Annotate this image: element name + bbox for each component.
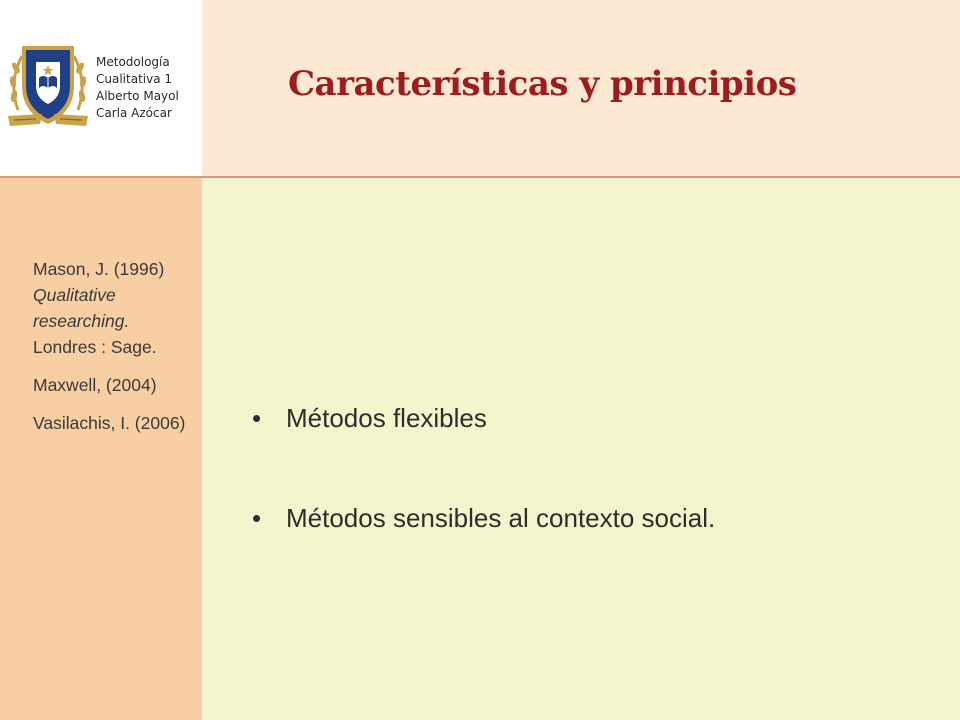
- reference-author: Maxwell, (2004): [33, 375, 157, 395]
- university-seal-icon: [6, 36, 90, 136]
- bullet-marker: •: [252, 503, 262, 533]
- author-line-1: Alberto Mayol: [96, 89, 179, 103]
- bullet-item: [252, 392, 715, 444]
- bullet-marker: •: [252, 403, 262, 433]
- bullet-item: [252, 492, 715, 544]
- bullet-text: Métodos sensibles al contexto social.: [286, 503, 716, 533]
- reference-publisher: Londres : Sage.: [33, 337, 157, 357]
- bullet-text: Métodos flexibles: [286, 403, 487, 433]
- course-name-line-2: Cualitativa 1: [96, 72, 173, 86]
- reference-item: [33, 256, 193, 360]
- course-name-line-1: Metodología: [96, 55, 170, 69]
- reference-author: Vasilachis, I. (2006): [33, 413, 186, 433]
- course-info: [96, 54, 179, 122]
- reference-item: [33, 372, 193, 398]
- logo-area: [0, 0, 202, 178]
- reference-list: [33, 256, 193, 448]
- slide-title: Características y principios: [288, 64, 797, 104]
- reference-item: [33, 410, 193, 436]
- author-line-2: Carla Azócar: [96, 106, 172, 120]
- bullet-list: [252, 392, 715, 592]
- reference-author: Mason, J. (1996): [33, 259, 165, 279]
- reference-title: Qualitative researching.: [33, 285, 130, 331]
